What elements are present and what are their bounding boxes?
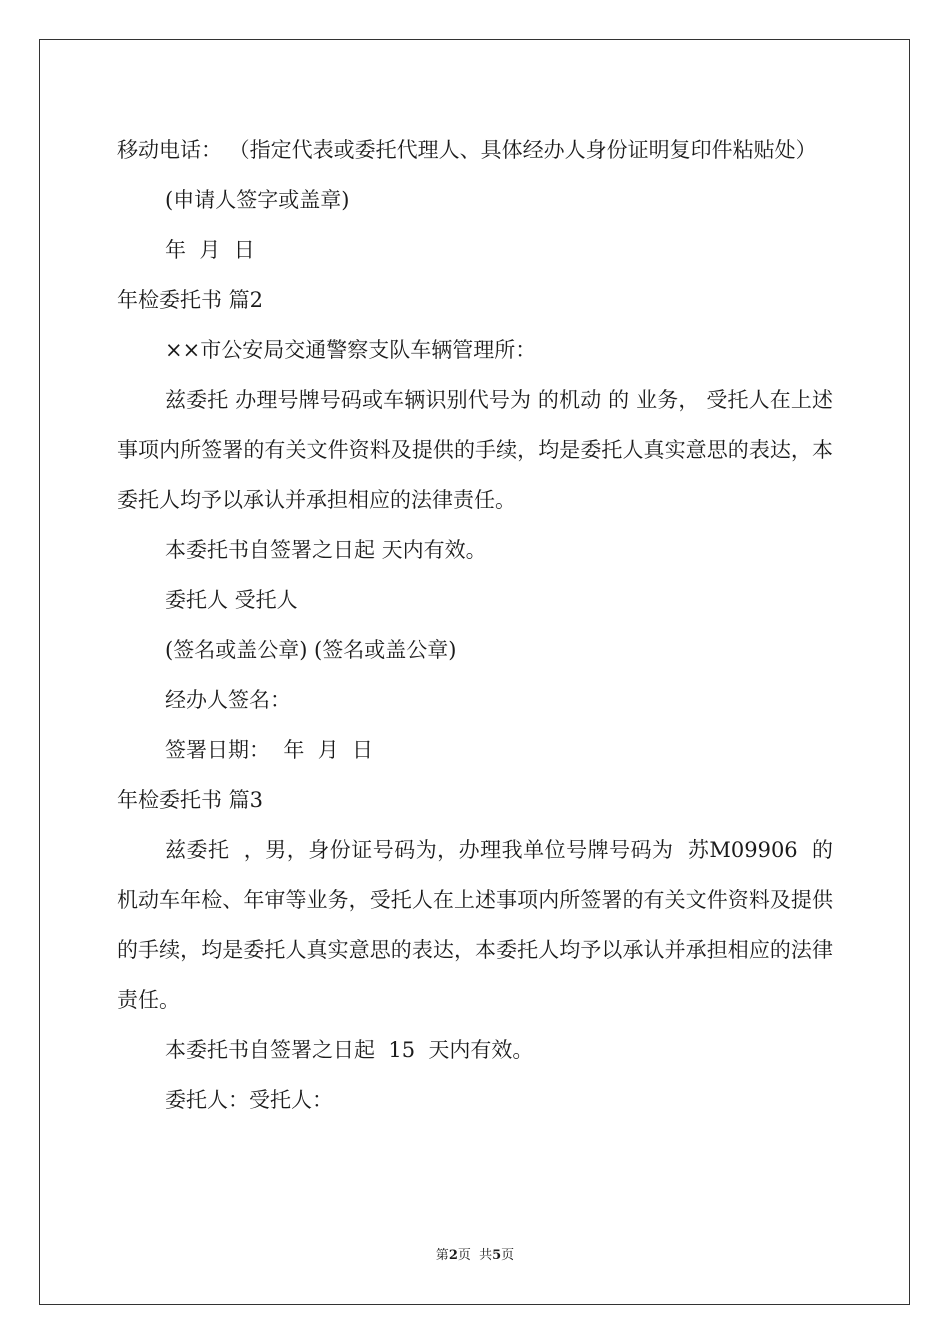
- date-line: 年 月 日: [165, 238, 255, 262]
- section-heading-2: 年检委托书 篇2: [117, 288, 264, 312]
- contact-line: 移动电话： （指定代表或委托代理人、具体经办人身份证明复印件粘贴处）: [117, 138, 817, 162]
- document-body: [117, 125, 833, 1125]
- section-heading-3: 年检委托书 篇3: [117, 788, 264, 812]
- current-page-number: 2: [448, 1248, 458, 1263]
- addressee: ××市公安局交通警察支队车辆管理所：: [165, 338, 537, 362]
- page-prefix: 第: [435, 1248, 449, 1263]
- validity-line-3: 本委托书自签署之日起 15 天内有效。: [165, 1038, 534, 1062]
- handler-sign-line: 经办人签名：: [165, 688, 291, 712]
- page-footer: [0, 1247, 950, 1265]
- authorization-body-3: 兹委托 ，男，身份证号码为，办理我单位号牌号码为 苏M09906 的机动车年检、年审等业务，受托人在上述事项内所签署的有关文件资料及提供的手续，均是委托人真实意思的表达，本委托人均予以承认并承担相应的法律责任。: [117, 838, 833, 1012]
- parties-sign-line-2: (签名或盖公章) (签名或盖公章): [165, 638, 457, 662]
- total-page-number: 5: [492, 1248, 502, 1263]
- parties-line-2: 委托人 受托人: [165, 588, 298, 612]
- sign-date-line: 签署日期： 年 月 日: [165, 738, 374, 762]
- validity-line-2: 本委托书自签署之日起 天内有效。: [165, 538, 487, 562]
- applicant-sign-line: (申请人签字或盖章): [165, 188, 350, 212]
- authorization-body-2: 兹委托 办理号牌号码或车辆识别代号为 的机动 的 业务， 受托人在上述事项内所签署的有关文件资料及提供的手续，均是委托人真实意思的表达，本委托人均予以承认并承担相应的法律责任。: [117, 388, 833, 512]
- parties-line-3: 委托人：受托人：: [165, 1088, 333, 1112]
- page-suffix: 页: [501, 1248, 515, 1263]
- page-mid: 页 共: [457, 1248, 493, 1263]
